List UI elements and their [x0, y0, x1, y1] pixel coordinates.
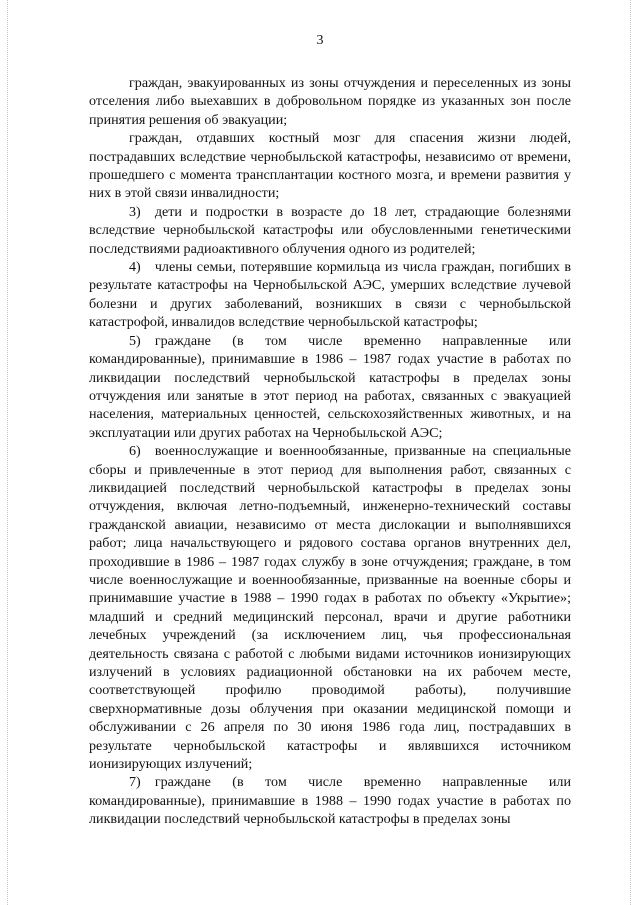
paragraph-bone-marrow-donors: граждан, отдавших костный мозг для спасения жизни людей, пострадавших вследствие чернобыльской катастрофы, независимо от времени, прошедшего с момента трансплантации костного мозга, и времени развития у них в этой связи инвалидности;	[89, 130, 571, 202]
page-number: 3	[316, 33, 324, 48]
paragraph-item-3: 3) дети и подростки в возрасте до 18 лет, страдающие болезнями вследствие чернобыльской катастрофы или обусловленными генетическими последствиями радиоактивного облучения одного из родителей;	[89, 203, 571, 257]
paragraph-item-7: 7) граждане (в том числе временно направленные или командированные), принимавшие в 1988 – 1990 годах участие в работах по ликвидации последствий чернобыльской катастрофы в пределах зоны	[89, 774, 571, 828]
paragraph-item-5: 5) граждане (в том числе временно направленные или командированные), принимавшие в 1986 – 1987 годах участие в работах по ликвидации последствий чернобыльской катастрофы в пределах зоны отчуждения или занятые в этот период на работах, связанных с эвакуацией населения, материальных ценностей, сельскохозяйственных животных, и на эксплуатации или других работах на Чернобыльской АЭС;	[89, 332, 571, 441]
document-body	[89, 74, 571, 829]
scan-edge-left	[7, 0, 9, 905]
scan-edge-right	[630, 0, 632, 905]
paragraph-evacuated: граждан, эвакуированных из зоны отчуждения и переселенных из зоны отселения либо выехавших в добровольном порядке из указанных зон после принятия решения об эвакуации;	[89, 75, 571, 128]
paragraph-item-6: 6) военнослужащие и военнообязанные, призванные на специальные сборы и привлеченные в этот период для выполнения работ, связанных с ликвидацией последствий чернобыльской катастрофы в пределах зоны отчуждения, включая летно-подъемный, инженерно-технический составы гражданской авиации, независимо от места дислокации и выполнявшихся работ; лица начальствующего и рядового состава органов внутренних дел, проходившие в 1986 – 1987 годах службу в зоне отчуждения; граждане, в том числе военнослужащие и военнообязанные, призванные на военные сборы и принимавшие участие в 1988 – 1990 годах в работах по объекту «Укрытие»; младший и средний медицинский персонал, врачи и другие работники лечебных учреждений (за исключением лиц, чья профессиональная деятельность связана с работой с любыми видами источников ионизирующих излучений в условиях радиационной обстановки на их рабочем месте, соответствующей профилю проводимой работы), получившие сверхнормативные дозы облучения при оказании медицинской помощи и обслуживании с 26 апреля по 30 июня 1986 года лиц, пострадавших в результате чернобыльской катастрофы и являвшихся источником ионизирующих излучений;	[89, 443, 571, 773]
paragraph-item-4: 4) члены семьи, потерявшие кормильца из числа граждан, погибших в результате катастрофы на Чернобыльской АЭС, умерших вследствие лучевой болезни и других заболеваний, возникших в связи с чернобыльской катастрофой, инвалидов вследствие чернобыльской катастрофы;	[89, 259, 571, 331]
